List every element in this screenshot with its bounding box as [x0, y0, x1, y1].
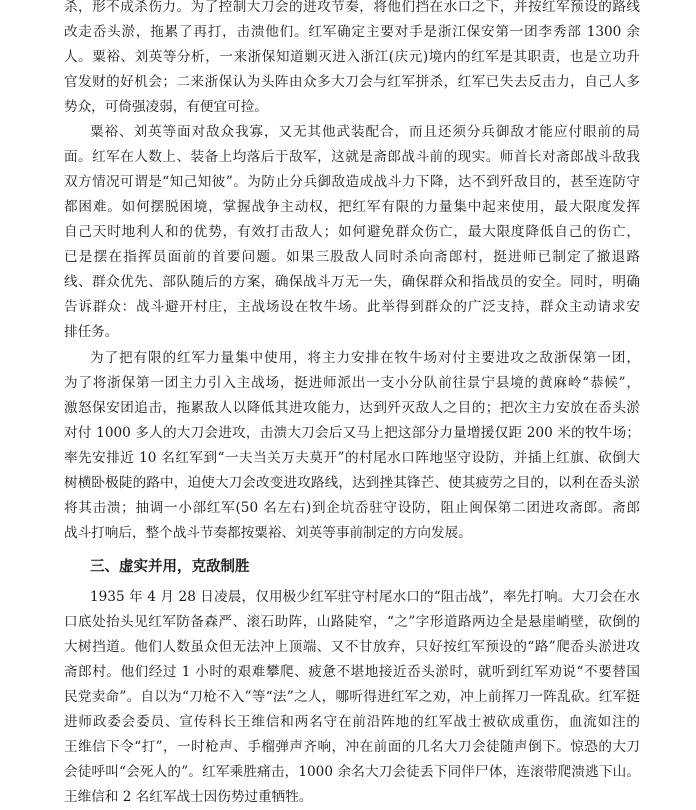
paragraph-1-line-1: 杀，形不成杀伤力。为了控制大刀会的进攻节奏，将他们挡在水口之下，并按红军预设的路线: [64, 0, 640, 15]
paragraph-2-line-9: 排任务。: [64, 324, 119, 340]
paragraph-3-line-3: 激怒保安团追击，拖累敌人以降低其进攻能力，达到歼灭敌人之目的；把次主力安放在岙头淤: [64, 400, 640, 416]
paragraph-1-line-2: 改走岙头淤，拖累了再打，击溃他们。红军确定主要对手是浙江保安第一团李秀部 1300 余: [64, 24, 640, 40]
paragraph-2-line-7: 线、群众优先、部队随后的方案，确保战斗万无一失，确保群众和指战员的安全。同时，明确: [64, 274, 640, 290]
paragraph-2-line-3: 双方情况可谓是“知己知彼”。为防止分兵御敌造成战斗力下降，达不到歼敌目的，甚至连防守: [64, 174, 640, 190]
paragraph-2-line-6: 已是摆在指挥员面前的首要问题。如果三股敌人同时杀向斋郎村，挺进师已制定了撤退路: [64, 249, 640, 265]
paragraph-1-line-3: 人。粟裕、刘英等分析，一来浙保知道剿灭进入浙江(庆元)境内的红军是其职责，也是立功升: [64, 49, 640, 65]
paragraph-4-line-3: 大树挡道。他们人数虽众但无法冲上顶端、又不甘放弃，只好按红军预设的“路”爬岙头淤进攻: [64, 639, 640, 655]
paragraph-3-line-6: 树横卧极陡的路中，迫使大刀会改变进攻路线，达到挫其锋芒、使其疲劳之目的，以利在岙头淤: [64, 475, 640, 491]
paragraph-4-line-9: 王维信和 2 名红军战士因伤势过重牺牲。: [64, 789, 313, 805]
paragraph-4-line-8: 会徒呼叫“会死人的”。红军乘胜痛击，1000 余名大刀会徒丢下同伴尸体，连滚带爬溃逃下山。: [64, 764, 640, 780]
paragraph-2-line-2: 面。红军在人数上、装备上均落后于敌军，这就是斋郎战斗前的现实。师首长对斋郎战斗敌我: [64, 149, 640, 165]
paragraph-4-line-4: 斋郎村。他们经过 1 小时的艰难攀爬、疲惫不堪地接近岙头淤时，就听到红军劝说“不要替国: [64, 664, 640, 680]
paragraph-3-line-5: 率先安排近 10 名红军到“一夫当关万夫莫开”的村尾水口阵地坚守设防，并插上红旗、砍倒大: [64, 450, 640, 466]
paragraph-2-line-1: 粟裕、刘英等面对敌众我寡，又无其他武装配合，而且还须分兵御敌才能应付眼前的局: [90, 124, 640, 140]
paragraph-3-line-4: 对付 1000 多人的大刀会进攻，击溃大刀会后又马上把这部分力量增援仅距 200 米的牧牛场；: [64, 425, 640, 441]
paragraph-2-line-4: 都困难。如何摆脱困境，掌握战争主动权，把红军有限的力量集中起来使用，最大限度发挥: [64, 199, 640, 215]
paragraph-1-line-5: 势众，可倚强凌弱，有便宜可捡。: [64, 99, 268, 115]
paragraph-2-line-8: 告诉群众：战斗避开村庄，主战场设在牧牛场。此举得到群众的广泛支持，群众主动请求安: [64, 299, 640, 315]
paragraph-4-line-5: 民党卖命”。自以为“刀枪不入”等“法”之人，哪听得进红军之劝，冲上前挥刀一阵乱砍。红军挺: [64, 689, 640, 705]
paragraph-3-line-1: 为了把有限的红军力量集中使用，将主力安排在牧牛场对付主要进攻之敌浙保第一团，: [90, 350, 640, 366]
paragraph-4-line-6: 进师政委会委员、宣传科长王维信和两名守在前沿阵地的红军战士被砍成重伤，血流如注的: [64, 714, 640, 730]
paragraph-4-line-1: 1935 年 4 月 28 日凌晨，仅用极少红军驻守村尾水口的“阻击战”，率先打响。大刀会在水: [90, 589, 640, 605]
paragraph-4-line-2: 口底处抬头见红军防备森严、滚石助阵，山路陡窄，“之”字形道路两边全是悬崖峭壁，砍倒的: [64, 614, 640, 630]
paragraph-3-line-7: 将其击溃；抽调一小部红军(50 名左右)到企坑岙驻守设防，阻止闽保第二团进攻斋郎。斋郎: [64, 500, 640, 516]
paragraph-4-line-7: 王维信下令“打”，一时枪声、手榴弹声齐响，冲在前面的几名大刀会徒随声倒下。惊恐的大刀: [64, 739, 640, 755]
paragraph-2-line-5: 自己天时地利人和的优势，有效打击敌人；如何避免群众伤亡，最大限度降低自己的伤亡，: [64, 224, 640, 240]
paragraph-3-line-8: 战斗打响后，整个战斗节奏都按粟裕、刘英等事前制定的方向发展。: [64, 525, 472, 541]
section-heading: 三、虚实并用，克敌制胜: [90, 559, 250, 575]
paragraph-3-line-2: 为了将浙保第一团主力引入主战场，挺进师派出一支小分队前往景宁县境的黄麻岭“恭候”，: [64, 375, 640, 391]
paragraph-1-line-4: 官发财的好机会；二来浙保认为头阵由众多大刀会与红军拼杀，红军已失去反击力，自己人多: [64, 74, 640, 90]
